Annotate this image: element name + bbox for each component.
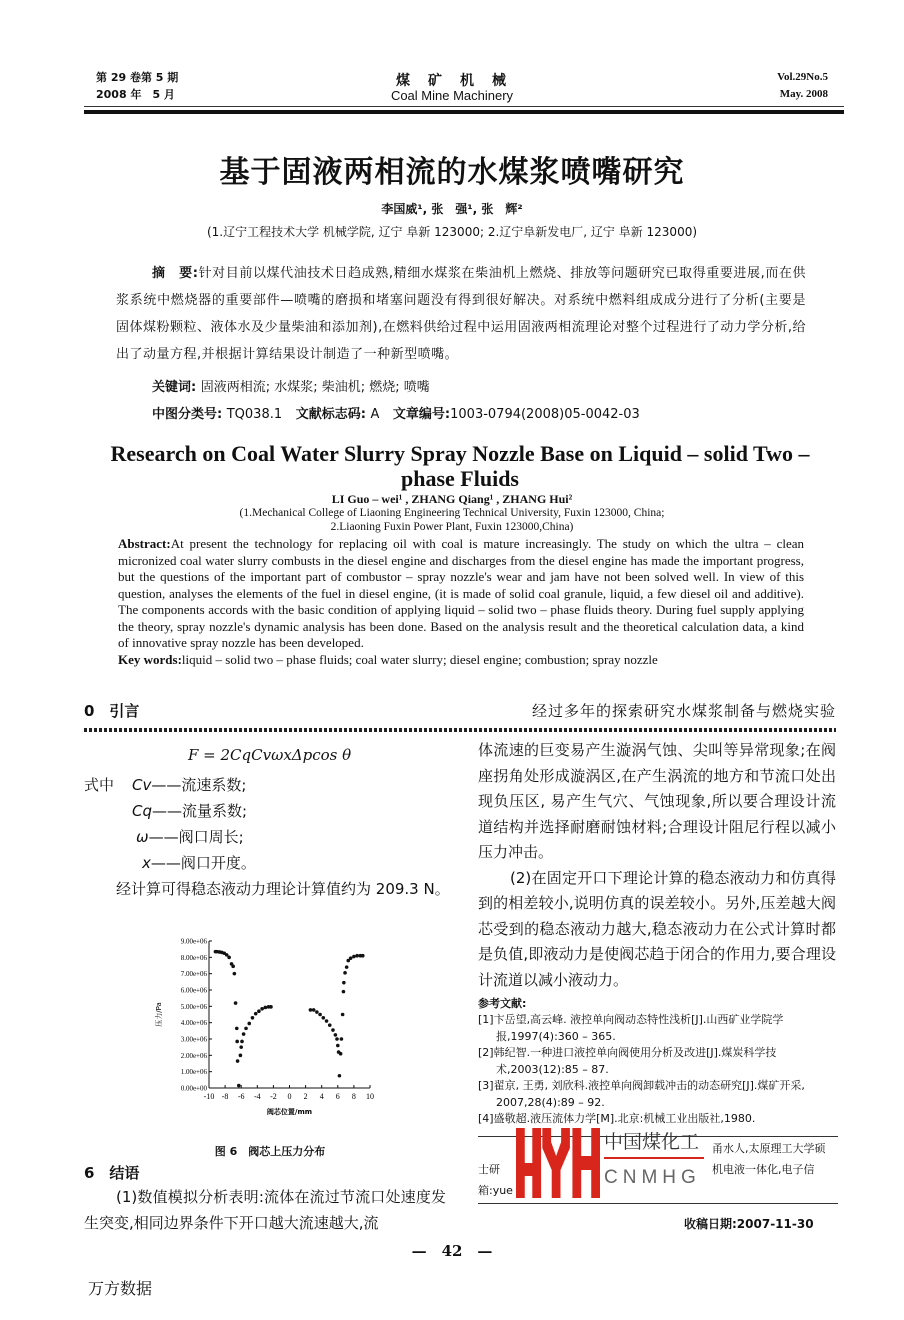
x-tick-label: 10 xyxy=(366,1092,374,1101)
affiliation-en-2: 2.Liaoning Fuxin Power Plant, Fuxin 123000,China) xyxy=(330,521,574,533)
header-rule xyxy=(84,106,844,107)
classification xyxy=(152,403,640,422)
abstract-label: 摘 要: xyxy=(152,266,199,281)
doc-code-label: 文献标志码: xyxy=(295,407,366,422)
data-point xyxy=(234,1001,238,1005)
bio-fragment: 机电液一体化,电子信 xyxy=(712,1163,815,1176)
affiliation-cn: (1.辽宁工程技术大学 机械学院, 辽宁 阜新 123000; 2.辽宁阜新发电厂, 辽宁 阜新 123000) xyxy=(206,225,698,239)
definition-cv xyxy=(132,772,246,798)
clc-value: TQ038.1 xyxy=(226,407,283,422)
y-tick-label: 7.00e+06 xyxy=(180,970,207,979)
paper-title-cn: 基于固液两相流的水煤浆喷嘴研究 xyxy=(219,155,685,190)
cnmhg-watermark-logo xyxy=(516,1128,706,1198)
reference-2: [2]韩纪智.一种进口液控单向阀使用分析及改进[J].煤炭科学技术,2003(12):85 – 87. xyxy=(478,1046,777,1076)
journal-name-cn: 煤 矿 机 械 xyxy=(396,73,508,89)
figure-caption: 图 6 阀芯上压力分布 xyxy=(214,1145,326,1158)
volume-label: Vol.29No.5 xyxy=(777,71,828,83)
definition-cq xyxy=(132,798,247,824)
header-rule-thick xyxy=(84,110,844,114)
y-axis-label: 压力/Pa xyxy=(155,1002,163,1027)
keywords-text: 固液两相流; 水煤浆; 柴油机; 燃烧; 喷嘴 xyxy=(200,380,430,395)
bio-fragment: 士研 xyxy=(478,1163,500,1176)
abstract-cn xyxy=(116,260,806,368)
data-point xyxy=(260,1007,264,1011)
x-tick-label: -4 xyxy=(253,1092,261,1101)
formula: F = 2CqCvωxΔpcos θ xyxy=(188,746,352,764)
intro-text-fragment: 经过多年的探索研究水煤浆制备与燃烧实验 xyxy=(531,702,836,720)
data-point xyxy=(343,971,347,975)
paper-title-en: Research on Coal Water Slurry Spray Nozzle Base on Liquid – solid Two – phase Fluids xyxy=(110,441,810,491)
data-point xyxy=(233,972,237,976)
data-point xyxy=(334,1033,338,1037)
x-axis-label: 阀芯位置/mm xyxy=(266,1108,313,1116)
keywords-cn xyxy=(152,376,430,395)
data-point xyxy=(236,1059,240,1063)
bio-fragment: 甬水人,太原理工大学硕 xyxy=(712,1142,826,1155)
section-heading-intro: 0 引言 xyxy=(84,702,140,720)
received-date: 收稿日期:2007-11-30 xyxy=(684,1217,814,1231)
data-point xyxy=(342,981,346,985)
data-point xyxy=(318,1013,322,1017)
issue-date-en: May. 2008 xyxy=(779,88,828,100)
logo-underline xyxy=(604,1157,704,1159)
x-tick-label: -6 xyxy=(237,1092,245,1101)
section-heading-conclusion: 6 结语 xyxy=(84,1164,140,1182)
data-point xyxy=(325,1019,329,1023)
data-point xyxy=(239,1045,243,1049)
x-tick-label: -8 xyxy=(221,1092,229,1101)
data-point xyxy=(345,965,349,969)
data-point xyxy=(269,1005,273,1009)
clc-label: 中图分类号: xyxy=(152,407,223,422)
references-heading: 参考文献: xyxy=(478,997,527,1010)
watermark-en: CNMHG xyxy=(604,1167,701,1188)
x-tick-label: 0 xyxy=(287,1092,292,1101)
data-point xyxy=(312,1008,316,1012)
abstract-en-text: At present the technology for replacing oil with coal is mature increasingly. The study on which the ultra – clean micronized coal water slurry combusts in the diesel engine and discharges from the diesel engine has made the important progress, but the questions of the important part of combustor – spray nozzle's wear and jam have not been solved well. In view of this question, analyses the elements of the fuel in diesel engine, (it is made of solid coal granule, liquid, a few diesel oil and additive). The components accords with the basic condition of applying liquid – solid two – phase fluids theory. During fuel supply applying the theory, spray nozzle's dynamic analysis has been done. Based on the analysis result and the theoretical calculation data, a kind of innovative spray nozzle has been developed. xyxy=(118,536,804,650)
x-tick-label: 8 xyxy=(351,1092,356,1101)
definition-text: ——阀口周长; xyxy=(148,828,244,846)
logo-mark-icon xyxy=(516,1128,600,1198)
right-paragraph-1: 体流速的巨变易产生漩涡气蚀、尖叫等异常现象;在阀座拐角处形成漩涡区,在产生涡流的地方和节流口处出现负压区, 易产生气穴、气蚀现象,所以要合理设计流道结构并选择耐磨耐蚀材料;合理设计阻尼行程以减小压力冲击。 xyxy=(478,741,836,861)
definition-text: ——流速系数; xyxy=(151,776,247,794)
data-point xyxy=(309,1008,313,1012)
data-point xyxy=(349,956,353,960)
y-tick-label: 1.00e+06 xyxy=(180,1068,207,1077)
data-point xyxy=(341,1013,345,1017)
right-column xyxy=(478,738,836,1128)
keywords-en xyxy=(118,652,804,669)
reference-4: [4]盛敬超.液压流体力学[M].北京:机械工业出版社,1980. xyxy=(478,1112,756,1125)
keywords-label: 关键词: xyxy=(152,380,197,395)
x-tick-label: 6 xyxy=(335,1092,340,1101)
y-tick-label: 2.00e+06 xyxy=(180,1051,207,1060)
data-point xyxy=(251,1016,255,1020)
source-footer: 万方数据 xyxy=(88,1279,153,1298)
y-tick-label: 4.00e+06 xyxy=(180,1019,207,1028)
keywords-en-label: Key words: xyxy=(118,651,182,667)
bio-rule-bottom xyxy=(478,1203,838,1204)
keywords-en-text: liquid – solid two – phase fluids; coal water slurry; diesel engine; combustion; spray nozzle xyxy=(181,651,658,667)
calculation-paragraph: 经计算可得稳态液动力理论计算值约为 209.3 N。 xyxy=(116,880,450,898)
watermark-cn: 中国煤化工 xyxy=(604,1131,700,1153)
y-tick-label: 0.00e+00 xyxy=(180,1084,207,1093)
data-point xyxy=(231,965,235,969)
data-point xyxy=(235,1040,239,1044)
data-point xyxy=(352,955,356,959)
data-point xyxy=(322,1016,326,1020)
data-point xyxy=(247,1022,251,1026)
symbol: Cq xyxy=(132,802,152,820)
data-point xyxy=(340,1037,344,1041)
definition-text: ——阀口开度。 xyxy=(150,854,256,872)
page-break-divider xyxy=(84,728,836,732)
data-point xyxy=(331,1028,335,1032)
symbol: x xyxy=(142,854,151,872)
definition-text: ——流量系数; xyxy=(152,802,248,820)
data-point xyxy=(235,1027,239,1031)
issue-date: 2008 年 5 月 xyxy=(96,88,175,101)
symbol: Cv xyxy=(132,776,152,794)
data-point xyxy=(361,954,365,958)
right-paragraph-2: (2)在固定开口下理论计算的稳态液动力和仿真得到的相差较小,说明仿真的误差较小。另外,压差越大阀芯受到的稳态液动力越大,稳态液动力在公式计算时都是负值,即液动力是使阀芯趋于闭合的作用力,要合理设计流道以减小液动力。 xyxy=(478,868,836,989)
pressure-distribution-chart xyxy=(150,925,400,1125)
data-point xyxy=(355,954,359,958)
data-point xyxy=(240,1040,244,1044)
reference-1: [1]卞岳望,高云峰. 液控单向阀动态特性浅析[J].山西矿业学院学报,1997(4):360 – 365. xyxy=(478,1013,784,1043)
affiliation-en-1: (1.Mechanical College of Liaoning Engineering Technical University, Fuxin 123000, China; xyxy=(239,507,665,519)
data-point xyxy=(336,1044,340,1048)
page-number: — 42 — xyxy=(411,1242,493,1260)
data-point xyxy=(227,956,231,960)
authors-cn: 李国威¹, 张 强¹, 张 辉² xyxy=(381,202,523,216)
abstract-text: 针对目前以煤代油技术日趋成熟,精细水煤浆在柴油机上燃烧、排放等问题研究已取得重要进展,而在供浆系统中燃烧器的重要部件—喷嘴的磨损和堵塞问题没有得到很好解决。对系统中燃料组成成分进行了分析(主要是固体煤粉颗粒、液体水及少量柴油和添加剂),在燃料供给过程中运用固液两相流理论对整个过程进行了动力学分析,给出了动量方程,并根据计算结果设计制造了一种新型喷嘴。 xyxy=(116,266,807,362)
where-label: 式中 xyxy=(84,776,115,794)
conclusion-paragraph: (1)数值模拟分析表明:流体在流过节流口处速度发生突变,相同边界条件下开口越大流速越大,流 xyxy=(84,1188,446,1232)
definition-omega xyxy=(136,824,244,850)
data-point xyxy=(339,1052,343,1056)
y-tick-label: 8.00e+06 xyxy=(180,953,207,962)
authors-en: LI Guo – wei¹ , ZHANG Qiang¹ , ZHANG Hui² xyxy=(331,492,573,506)
y-tick-label: 3.00e+06 xyxy=(180,1035,207,1044)
data-point xyxy=(244,1027,248,1031)
data-point xyxy=(335,1037,339,1041)
x-tick-label: -10 xyxy=(203,1092,215,1101)
y-tick-label: 5.00e+06 xyxy=(180,1002,207,1011)
data-point xyxy=(328,1023,332,1027)
issue-label: 第 29 卷第 5 期 xyxy=(96,71,179,84)
x-tick-label: 4 xyxy=(319,1092,324,1101)
y-tick-label: 6.00e+06 xyxy=(180,986,207,995)
x-tick-label: -2 xyxy=(270,1092,277,1101)
journal-name-en: Coal Mine Machinery xyxy=(390,88,514,103)
article-no-label: 文章编号: xyxy=(392,407,451,422)
y-tick-label: 9.00e+06 xyxy=(180,937,207,946)
reference-3: [3]翟京, 王勇, 刘欣科.液控单向阀卸载冲击的动态研究[J].煤矿开采, 2007,28(4):89 – 92. xyxy=(478,1079,805,1109)
article-no-value: 1003-0794(2008)05-0042-03 xyxy=(450,407,640,422)
data-point xyxy=(264,1006,268,1010)
bio-fragment: 箱:yue xyxy=(478,1184,513,1197)
data-point xyxy=(257,1009,261,1013)
data-point xyxy=(239,1054,243,1058)
data-point xyxy=(338,1074,342,1078)
data-point xyxy=(342,990,346,994)
english-abstract-block xyxy=(118,536,804,668)
doc-code-value: A xyxy=(370,407,380,422)
x-tick-label: 2 xyxy=(303,1092,308,1101)
data-point xyxy=(315,1010,319,1014)
data-point xyxy=(242,1032,246,1036)
definition-x xyxy=(142,850,256,876)
data-point xyxy=(254,1012,258,1016)
abstract-en xyxy=(118,536,804,652)
data-point xyxy=(237,1084,241,1088)
symbol: ω xyxy=(136,828,149,846)
abstract-en-label: Abstract: xyxy=(118,536,171,551)
